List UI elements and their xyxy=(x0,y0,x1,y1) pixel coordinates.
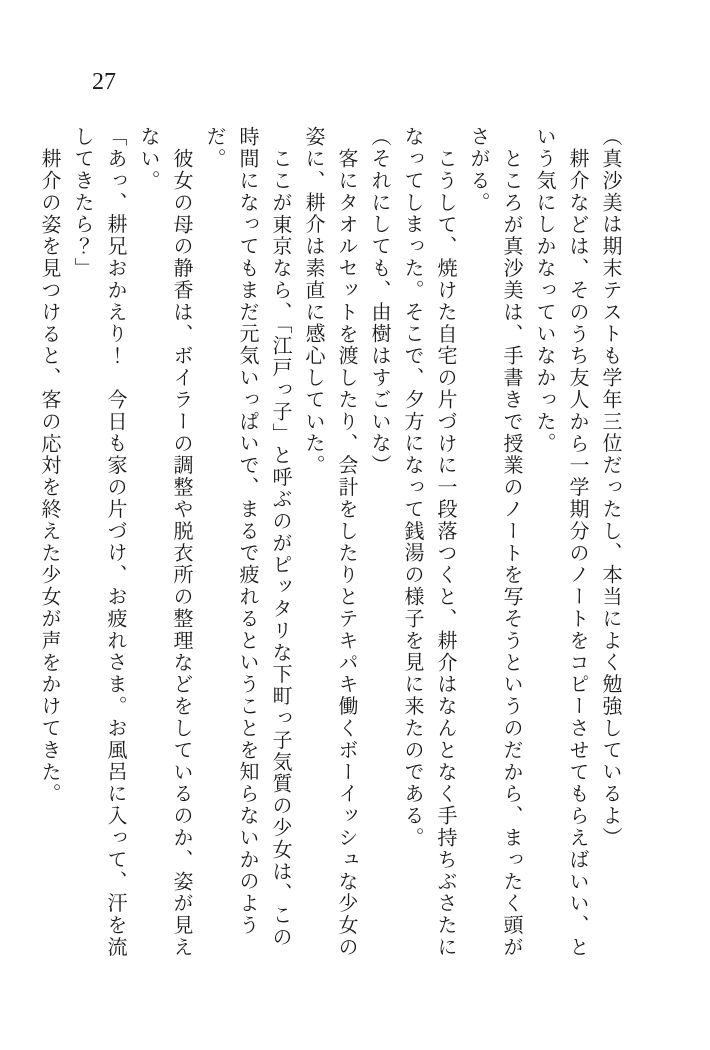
page-number: 27 xyxy=(92,69,116,95)
body-text xyxy=(32,126,626,959)
paragraph-visit-sento: こうして、焼けた自宅の片づけに一段落つくと、耕介はなんとなく手持ちぶさたになってしまった。そこで、夕方になって銭湯の様子を見に来たのである。 xyxy=(401,126,456,959)
paragraph-dialogue-okaeri: 「あっ、耕兄おかえり！ 今日も家の片づけ、お疲れさま。お風呂に入って、汗を流してきたら？」 xyxy=(71,126,126,959)
paragraph-edokko: ここが東京なら、「江戸っ子」と呼ぶのがピッタリな下町っ子気質の少女は、この時間になってもまだ元気いっぱいで、まるで疲れるということを知らないかのようだ。 xyxy=(203,126,291,949)
paragraph-kousuke-notes: 耕介などは、そのうち友人から一学期分のノートをコピーさせてもらえばいい、という気にしかなっていなかった。 xyxy=(533,126,588,959)
paragraph-girl-greets: 耕介の姿を見つけると、客の応対を終えた少女が声をかけてきた。 xyxy=(38,148,60,805)
paragraph-masami-copying: ところが真沙美は、手書きで授業のノートを写そうというのだから、まったく頭がさがる。 xyxy=(467,126,522,959)
paragraph-monologue-masami: （真沙美は期末テストも学年三位だったし、本当によく勉強しているよ） xyxy=(599,126,621,849)
paragraph-monologue-yuki: （それにしても、由樹はすごいな） xyxy=(368,126,390,477)
paragraph-girl-working: 客にタオルセットを渡したり、会計をしたりとテキパキ働くボーイッシュな少女の姿に、耕介は素直に感心していた。 xyxy=(302,126,357,959)
paragraph-mother-shizuka: 彼女の母の静香は、ボイラーの調整や脱衣所の整理などをしているのか、姿が見えない。 xyxy=(137,126,192,959)
